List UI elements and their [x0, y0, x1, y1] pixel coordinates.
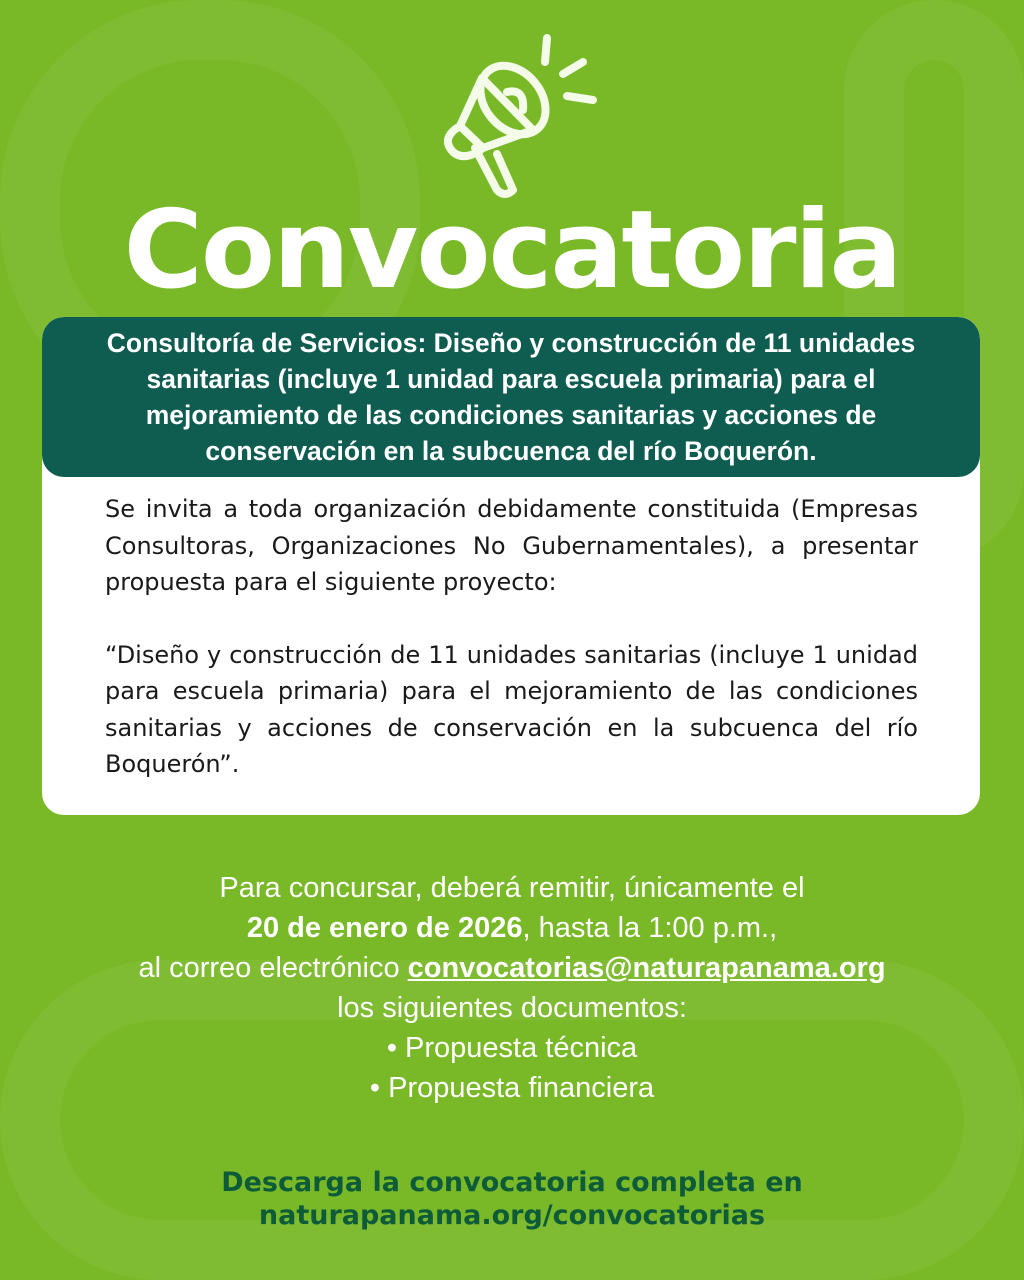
invitation-paragraph: Se invita a toda organización debidamente constituida (Empresas Consultoras, Organizaciones No Gubernamentales), a presentar propuesta para el siguiente proyecto:	[105, 495, 918, 596]
megaphone-icon	[425, 30, 625, 210]
consultancy-title-banner: Consultoría de Servicios: Diseño y construcción de 11 unidades sanitarias (incluye 1 unidad para escuela primaria) para el mejoramiento de las condiciones sanitarias y acciones de conservación en la subcuenca del río Boquerón.	[42, 317, 980, 477]
footer-url[interactable]: naturapanama.org/convocatorias	[258, 1200, 766, 1231]
email-label: al correo electrónico	[138, 952, 408, 984]
document-item: • Propuesta técnica	[0, 1028, 1024, 1068]
document-item: • Propuesta financiera	[0, 1068, 1024, 1108]
info-line: Para concursar, deberá remitir, únicamente el	[219, 872, 805, 904]
documents-list	[0, 1028, 1024, 1108]
info-line	[0, 908, 1024, 948]
email-link[interactable]: convocatorias@naturapanama.org	[407, 952, 886, 984]
page-title: Convocatoria	[123, 188, 901, 313]
submission-info	[0, 868, 1024, 1108]
project-paragraph: “Diseño y construcción de 11 unidades sanitarias (incluye 1 unidad para escuela primaria) para el mejoramiento de las condiciones sanitarias y acciones de conservación en la subcuenca del río Boquerón”.	[105, 640, 918, 778]
download-footer	[0, 1166, 1024, 1232]
announcement-body	[105, 491, 918, 815]
info-line: los siguientes documentos:	[337, 992, 687, 1024]
deadline-time: , hasta la 1:00 p.m.,	[522, 912, 778, 944]
announcement-card	[42, 317, 980, 815]
info-line	[0, 948, 1024, 988]
footer-line: Descarga la convocatoria completa en	[221, 1167, 803, 1198]
deadline-date: 20 de enero de 2026	[246, 912, 523, 944]
